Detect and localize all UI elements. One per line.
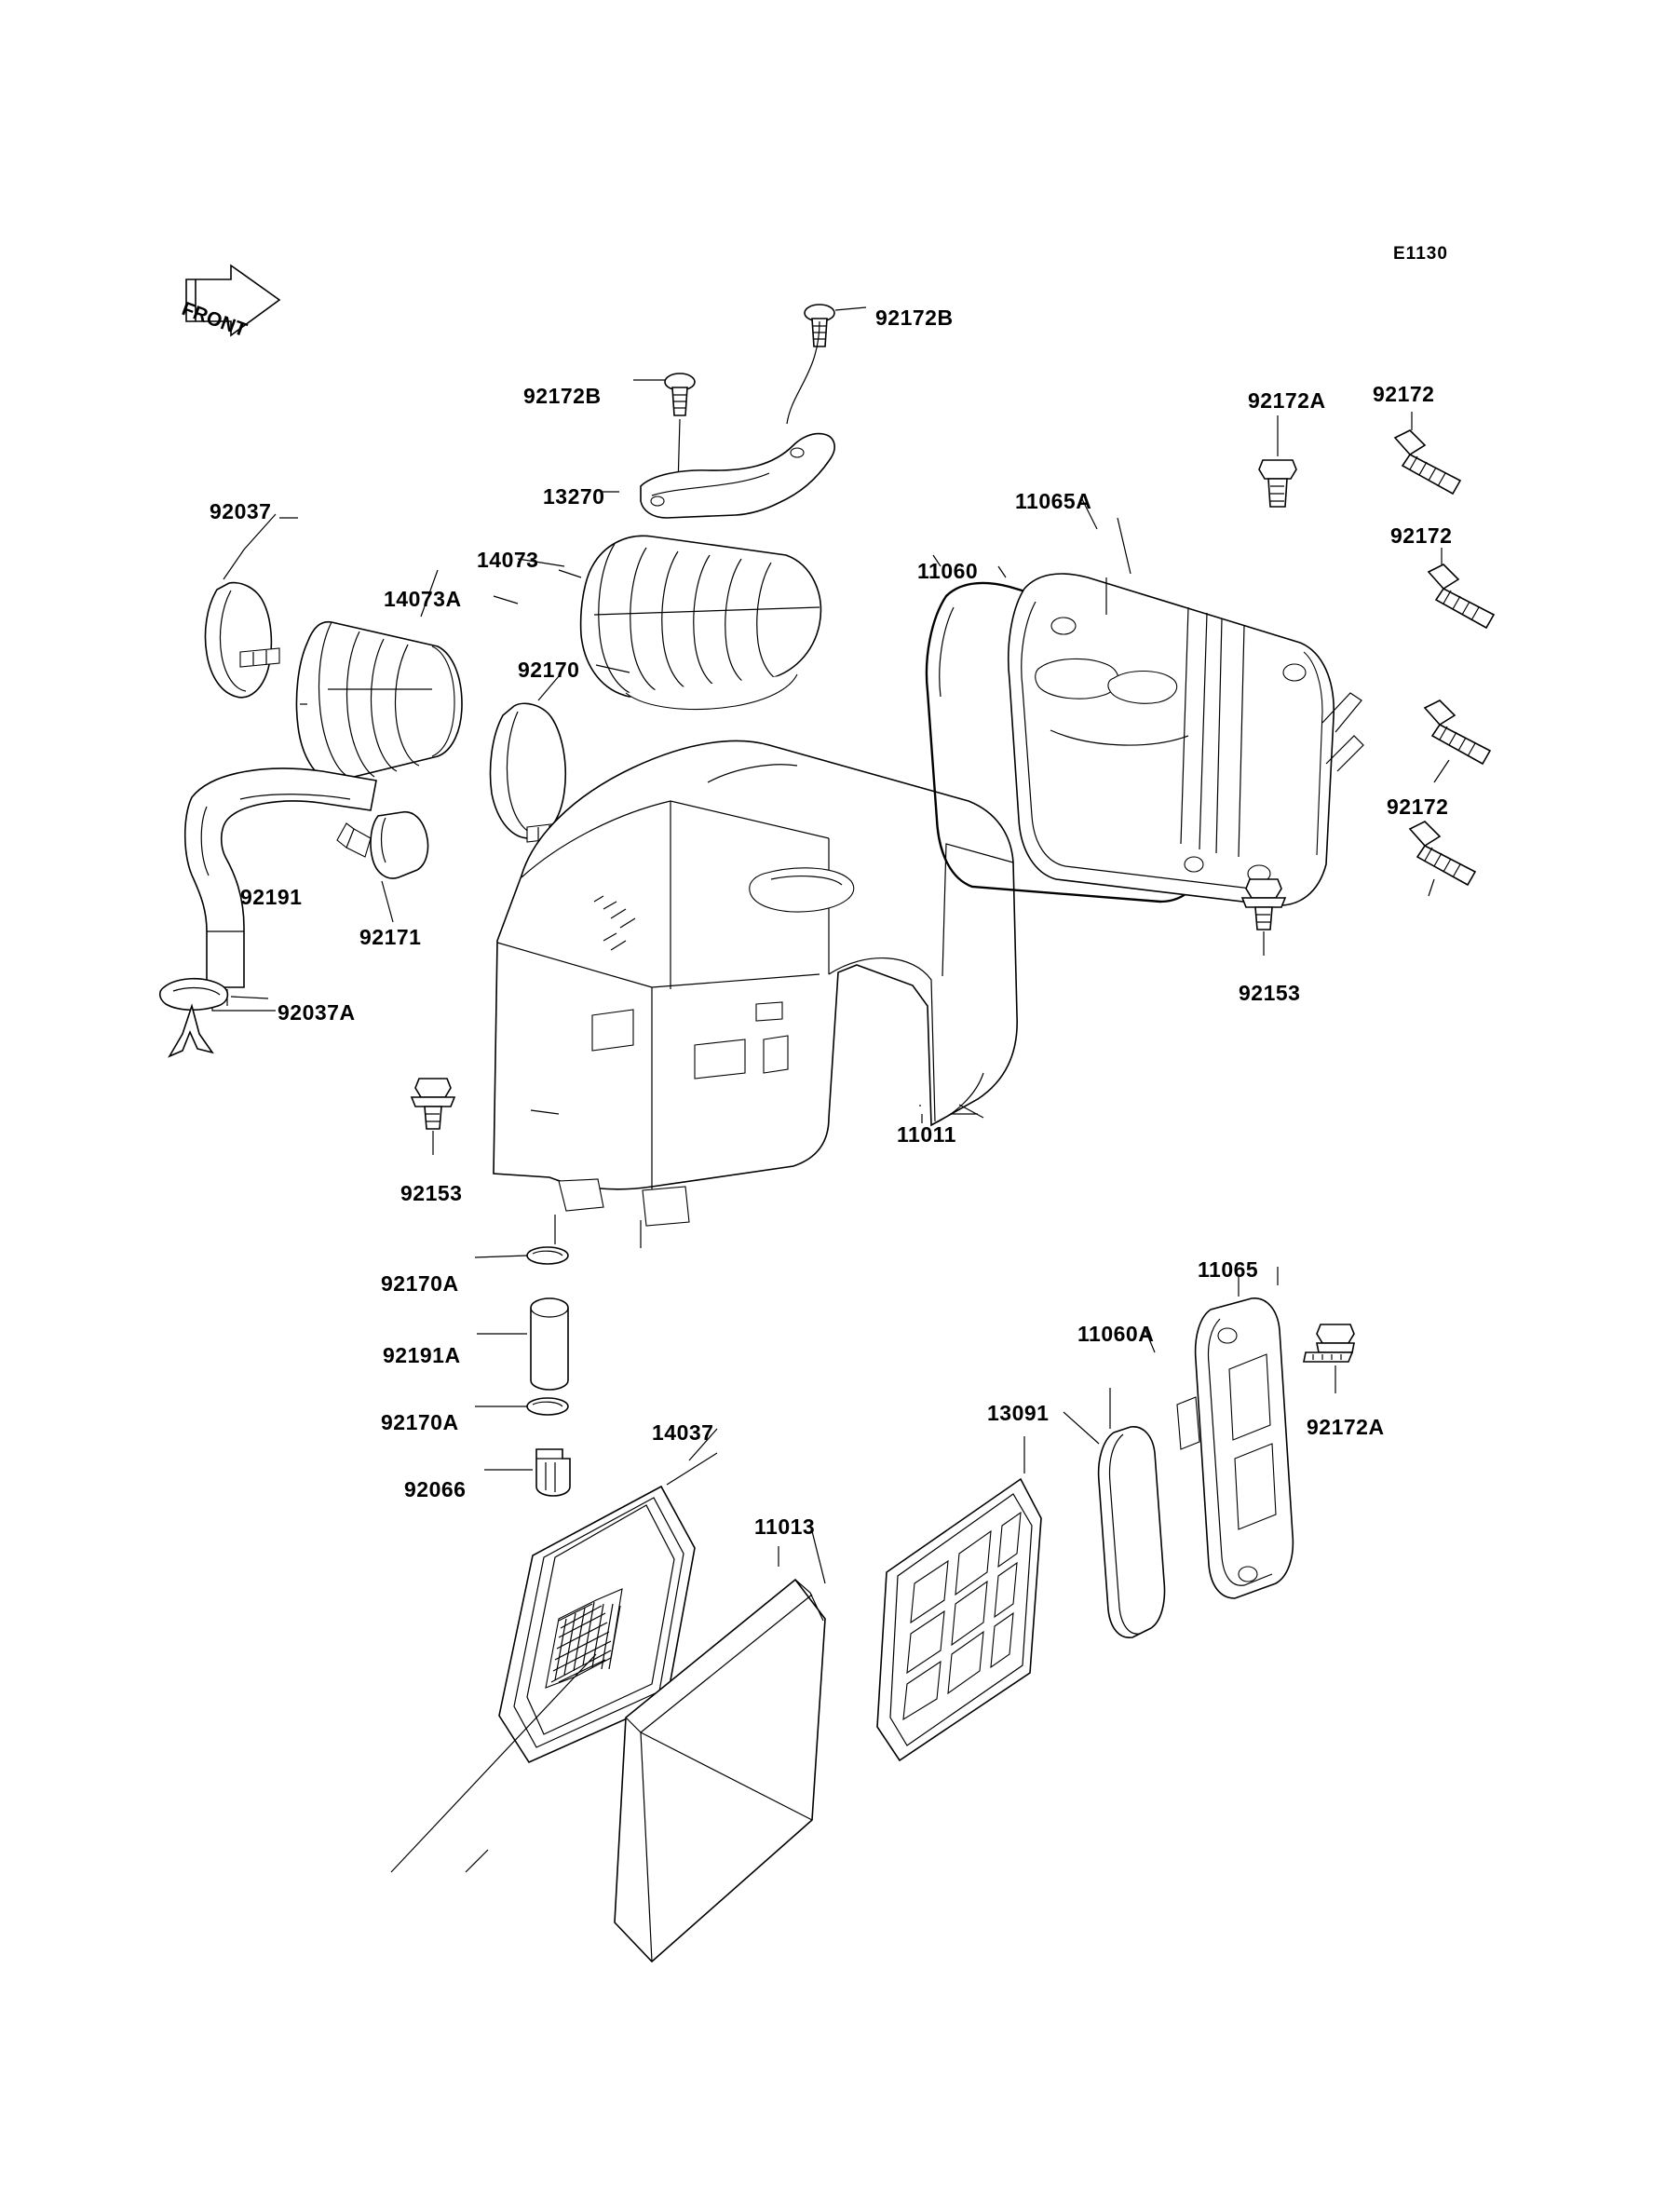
part-label-11065: 11065: [1198, 1257, 1259, 1282]
part-label-11060a: 11060A: [1077, 1322, 1155, 1346]
part-label-92037a: 92037A: [278, 1000, 356, 1025]
part-92170a-bottom: [475, 1398, 568, 1415]
part-11065a-cover: [1009, 518, 1363, 905]
bolt-92172b-top: [787, 305, 866, 424]
bolt-92172-3: [1425, 700, 1490, 782]
bolt-92172-2: [1429, 548, 1494, 628]
part-label-92172-1: 92172: [1373, 382, 1435, 406]
part-label-14037: 14037: [652, 1420, 714, 1445]
part-label-92172-2: 92172: [1390, 523, 1453, 548]
front-marker-label: FRONT: [179, 298, 250, 342]
part-label-92170a-top: 92170A: [381, 1271, 459, 1296]
part-13270-bracket: [601, 434, 834, 518]
part-label-92153-left: 92153: [400, 1181, 463, 1205]
bolt-92153-left: [412, 1079, 454, 1155]
part-label-92172b-top: 92172B: [875, 306, 954, 330]
part-label-92172b-left: 92172B: [523, 384, 602, 408]
part-92037a-clip: [160, 979, 268, 1056]
part-label-92172a-top: 92172A: [1248, 388, 1326, 413]
part-label-92191: 92191: [240, 885, 303, 909]
bolt-92172a-bottom: [1304, 1324, 1354, 1393]
part-13091-holder: [877, 1436, 1041, 1760]
part-label-11011: 11011: [897, 1122, 956, 1147]
part-92170-clamp: [491, 676, 566, 842]
part-label-92066: 92066: [404, 1477, 467, 1501]
part-label-92191a: 92191A: [383, 1343, 461, 1367]
bolt-92172a-top: [1259, 415, 1296, 507]
part-92066-plug: [484, 1449, 570, 1496]
part-92037-clamp: [205, 514, 279, 698]
part-92171-clamp: [337, 812, 428, 922]
part-label-92170a-bottom: 92170A: [381, 1410, 459, 1434]
part-label-14073a: 14073A: [384, 587, 462, 611]
bolt-92172b-left: [633, 373, 695, 486]
part-label-11065a: 11065A: [1015, 489, 1092, 513]
part-11065-cap: [1177, 1276, 1293, 1598]
bolt-92172-4: [1410, 822, 1475, 896]
part-11011-air-cleaner-housing: [494, 740, 1017, 1226]
bolt-92153-right: [1242, 879, 1285, 956]
part-label-11060: 11060: [917, 559, 979, 583]
part-label-13091: 13091: [987, 1401, 1050, 1425]
bolt-92172-1: [1395, 412, 1460, 494]
diagram-code: E1130: [1393, 244, 1448, 264]
part-label-14073: 14073: [477, 548, 539, 572]
part-label-92172-3: 92172: [1387, 794, 1449, 819]
part-label-92171: 92171: [359, 925, 422, 949]
part-label-11013: 11013: [754, 1514, 816, 1539]
part-11060a-gasket: [1099, 1388, 1165, 1637]
part-label-92037: 92037: [210, 499, 272, 523]
part-label-92170: 92170: [518, 658, 580, 682]
part-92170a-top: [475, 1247, 568, 1264]
part-label-92172a-bottom: 92172A: [1307, 1415, 1385, 1439]
part-92191a-hose: [477, 1298, 568, 1390]
part-label-13270: 13270: [543, 484, 605, 509]
part-label-92153-right: 92153: [1239, 981, 1301, 1005]
part-14073-duct: [559, 536, 820, 709]
